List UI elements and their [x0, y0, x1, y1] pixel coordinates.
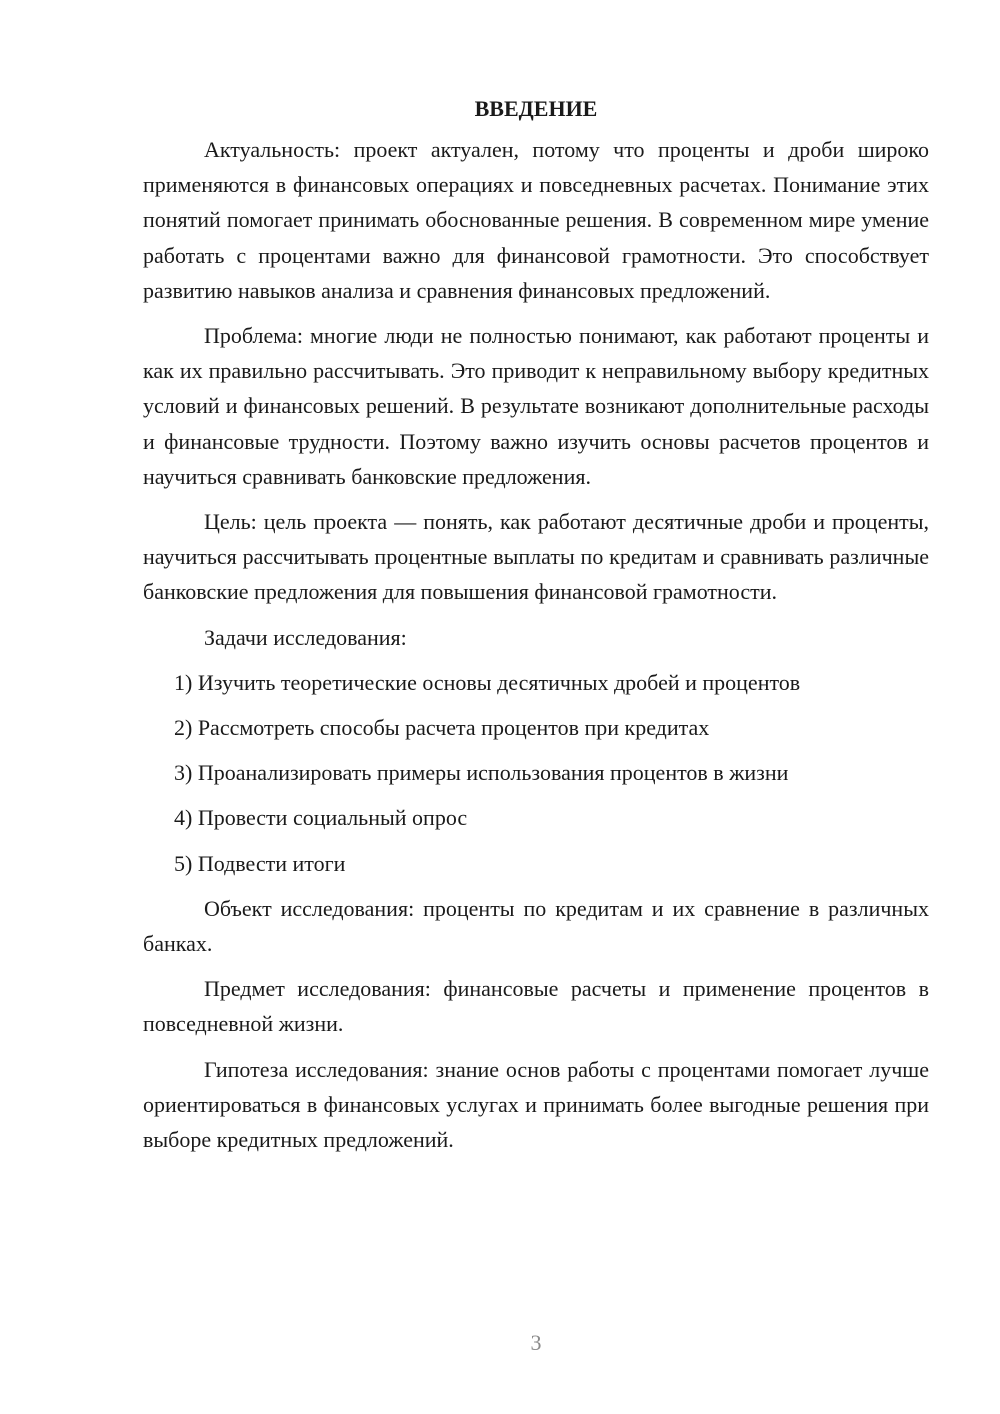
- tasks-list: [143, 665, 929, 881]
- relevance-paragraph: Актуальность: проект актуален, потому что проценты и дроби широко применяются в финансовых операциях и повседневных расчетах. Понимание этих понятий помогает принимать обоснованные решения. В современном мире умение работать с процентами важно для финансовой грамотности. Это способствует развитию навыков анализа и сравнения финансовых предложений.: [143, 137, 929, 303]
- problem-paragraph: Проблема: многие люди не полностью понимают, как работают проценты и как их правильно рассчитывать. Это приводит к неправильному выбору кредитных условий и финансовых решений. В результате возникают дополнительные расходы и финансовые трудности. Поэтому важно изучить основы расчетов процентов и научиться сравнивать банковские предложения.: [143, 323, 929, 489]
- subject-paragraph: Предмет исследования: финансовые расчеты и применение процентов в повседневной жизни.: [143, 976, 929, 1037]
- tasks-heading: Задачи исследования:: [204, 624, 407, 650]
- goal-paragraph: Цель: цель проекта — понять, как работают десятичные дроби и проценты, научиться рассчитывать процентные выплаты по кредитам и сравнивать различные банковские предложения для повышения финансовой грамотности.: [143, 509, 929, 605]
- task-item: 5) Подвести итоги: [174, 850, 346, 876]
- task-item: 4) Провести социальный опрос: [174, 805, 468, 831]
- page-number: 3: [530, 1330, 542, 1355]
- document-page: [143, 92, 929, 1167]
- section-title: ВВЕДЕНИЕ: [474, 96, 598, 121]
- object-paragraph: Объект исследования: проценты по кредитам и их сравнение в различных банках.: [143, 895, 929, 957]
- task-item: 3) Проанализировать примеры использования процентов в жизни: [174, 760, 789, 786]
- task-item: 2) Рассмотреть способы расчета процентов при кредитах: [174, 715, 710, 741]
- hypothesis-paragraph: Гипотеза исследования: знание основ работы с процентами помогает лучше ориентироваться в финансовых услугах и принимать более выгодные решения при выборе кредитных предложений.: [143, 1056, 929, 1153]
- task-item: 1) Изучить теоретические основы десятичных дробей и процентов: [174, 669, 801, 695]
